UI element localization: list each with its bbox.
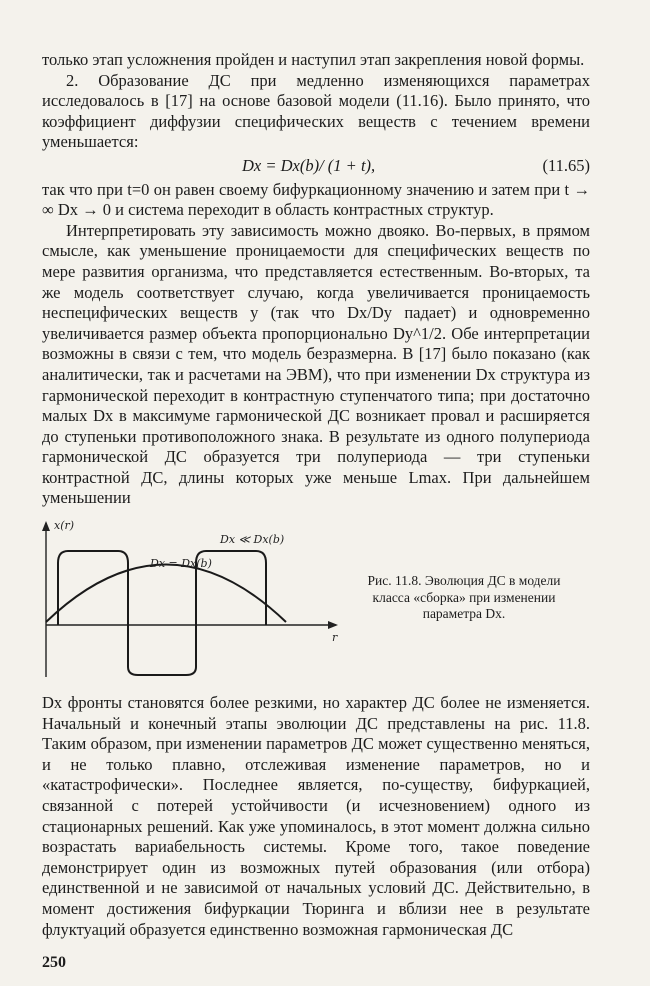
paragraph-4: Интерпретировать эту зависимость можно двояко. Во-первых, в прямом смысле, как уменьшение проницаемости для специфических веществ по мере развития организма, что представляется естественным. Во-вторых, та же модель соответствует случаю, когда увеличивается проницаемость неспецифических веществ y (так что Dx/Dy падает) и одновременно увеличивается размер объекта пропорционально Dy^1/2. Обе интерпретации возможны в связи с тем, что модель безразмерна. В [17] было показано (как аналитически, так и расчетами на ЭВМ), что при изменении Dx структура из гармонической переходит в контрастную ступенчатого типа; при достаточно малых Dx в максимуме гармонической ДС возникает провал и расширяется до ступеньки противоположного знака. В результате из одного полупериода гармонической ДС образуется три полупериода — три ступеньки контрастной ДС, длины которых уже меньше Lmax. При дальнейшем уменьшении — [42, 220, 590, 508]
y-axis-label: x(r) — [54, 519, 75, 533]
figure-caption: Рис. 11.8. Эволюция ДС в модели класса «сборка» при изменении параметра Dx. — [367, 573, 561, 622]
x-axis-label: r — [332, 631, 338, 645]
paragraph-2: 2. Образование ДС при медленно изменяющихся параметрах исследовалось в [17] на основе базовой модели (11.16). Было принято, что коэффициент диффузии специфических веществ с течением времени уменьшается: — [42, 70, 590, 152]
page-body — [42, 50, 590, 940]
y-axis-arrow-icon — [42, 521, 50, 531]
contrast-curve-label: Dx ≪ Dx(b) — [220, 533, 285, 547]
formula-expression: Dx = Dx(b)/ (1 + t), — [242, 155, 376, 175]
paragraph-3: так что при t=0 он равен своему бифуркационному значению и затем при t → ∞ Dx → 0 и система переходит в область контрастных структур. — [42, 179, 590, 220]
figure-11-8 — [42, 517, 590, 687]
x-axis-arrow-icon — [328, 621, 338, 629]
paragraph-1: только этап усложнения пройден и наступил этап закрепления новой формы. — [42, 50, 585, 69]
figure-plot — [42, 517, 352, 687]
formula-11-65 — [42, 156, 590, 177]
paragraph-5: Dx фронты становятся более резкими, но характер ДС более не изменяется. Начальный и конечный этапы эволюции ДС представлены на рис. 11.8. Таким образом, при изменении параметров ДС может существенно меняться, и не только плавно, отслеживая изменение параметров, но и «катастрофически». Последнее является, по-существу, бифуркацией, связанной с потерей устойчивости (и исчезновением) одного из стационарных решений. Как уже упоминалось, в этот момент должна сильно возрастать вариабельность системы. Кроме того, такое поведение демонстрирует один из возможных путей образования (или отбора) единственной и не зависимой от начальных условий ДС. Действительно, в момент достижения бифуркации Тюринга и вблизи нее в результате флуктуаций образуется единственно возможная гармоническая ДС — [42, 693, 590, 939]
harmonic-curve — [46, 565, 286, 623]
formula-number: (11.65) — [542, 155, 590, 175]
harmonic-curve-label: Dx = Dx(b) — [150, 557, 212, 571]
page-number: 250 — [42, 954, 66, 971]
